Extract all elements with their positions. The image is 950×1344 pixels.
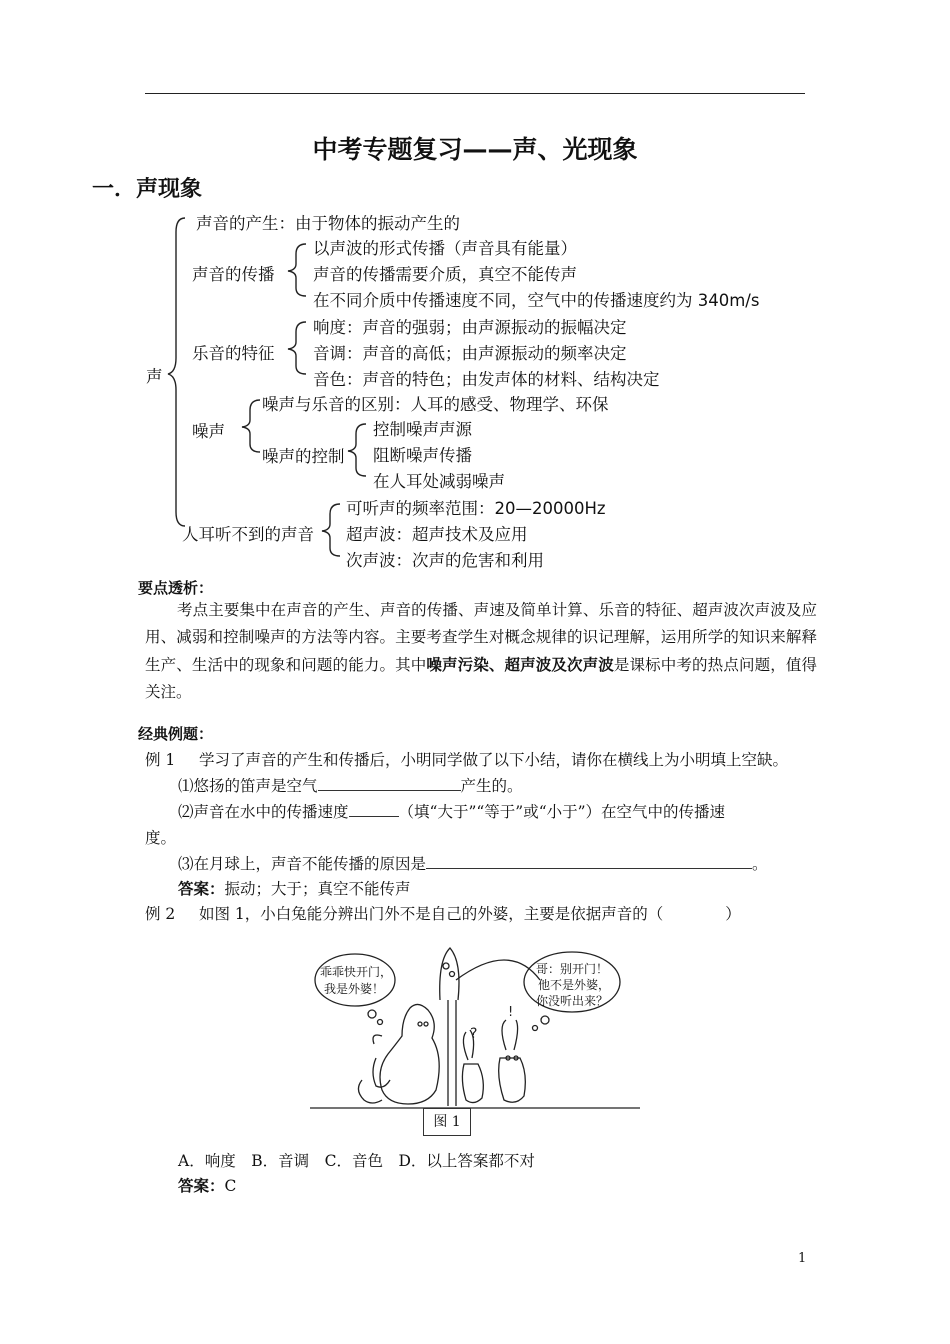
example-1-stem: 学习了声音的产生和传播后，小明同学做了以下小结，请你在横线上为小明填上空缺。 (199, 751, 789, 769)
mindmap-subitem: 控制噪声声源 (373, 420, 472, 439)
bubble-right-line-2: 他不是外婆， (538, 978, 611, 992)
example-1-answer (178, 877, 411, 899)
mindmap-subitem: 阻断噪声传播 (373, 446, 472, 465)
mindmap-item: 超声波：超声技术及应用 (346, 525, 528, 544)
example-2-stem: 如图 1，小白兔能分辨出门外不是自己的外婆，主要是依据声音的（ ） (199, 905, 741, 923)
mindmap-item: 以声波的形式传播（声音具有能量） (313, 239, 577, 258)
mindmap-subitem: 在人耳处减弱噪声 (373, 472, 505, 491)
section-heading: 一．声现象 (92, 177, 203, 202)
mindmap-branch-production: 声音的产生：由于物体的振动产生的 (196, 214, 460, 233)
answer-text: 振动；大于；真空不能传声 (224, 880, 411, 898)
example-1-q2 (178, 800, 725, 822)
keypoints-emphasis: 噪声污染、超声波及次声波 (426, 655, 614, 674)
answer-label: 答案： (178, 1176, 225, 1195)
keypoints-text-end: 是课标中考的热点问题，值得关注。 (145, 656, 817, 701)
example-2-options: A．响度 B．音调 C．音色 D．以上答案都不对 (178, 1152, 535, 1170)
q1-text-end: 产生的。 (460, 777, 523, 795)
keypoints-text: 考点主要集中在声音的产生、声音的传播、声速及简单计算、乐音的特征、超声波次声波及应用、减弱和控制噪声的方法等内容。主要考查学生对概念规律的识记理解，运用所学的知识来解释生产、生活中的现象和问题的能力。其中 (145, 601, 817, 674)
mindmap-item: 音调：声音的高低；由声源振动的频率决定 (313, 344, 627, 363)
q1-text: ⑴悠扬的笛声是空气 (178, 777, 318, 795)
page-number: 1 (798, 1251, 807, 1266)
bubble-right-line-1: 哥：别开门！ (536, 962, 609, 976)
figure-caption: 图 1 (423, 1108, 471, 1136)
example-1-label: 例 1 (145, 751, 176, 769)
q3-text-end: 。 (752, 855, 768, 873)
mindmap-branch-propagation: 声音的传播 (192, 265, 275, 284)
mindmap-root: 声 (146, 367, 163, 386)
mindmap-item: 次声波：次声的危害和利用 (346, 551, 544, 570)
mindmap-item: 噪声与乐音的区别：人耳的感受、物理学、环保 (262, 395, 609, 414)
svg-text:?: ? (470, 1026, 478, 1042)
q3-blank[interactable] (426, 852, 752, 869)
example-2-label: 例 2 (145, 905, 176, 923)
mindmap-branch-music: 乐音的特征 (192, 344, 275, 363)
q1-blank[interactable] (318, 774, 461, 791)
bubble-left-line-1: 乖乖快开门， (320, 965, 393, 979)
bubble-left-line-2: 我是外婆！ (324, 982, 385, 996)
mindmap-item: 响度：声音的强弱；由声源振动的振幅决定 (313, 318, 627, 337)
mindmap-item: 可听声的频率范围：20—20000Hz (346, 499, 606, 518)
example-1-q2-cont: 度。 (145, 829, 177, 847)
mindmap-branch-noise: 噪声 (192, 422, 225, 441)
answer-text: C (224, 1177, 237, 1195)
q2-blank[interactable] (349, 800, 399, 817)
mindmap-item: 音色：声音的特色；由发声体的材料、结构决定 (313, 370, 660, 389)
mindmap-branch-inaudible: 人耳听不到的声音 (182, 525, 314, 544)
figure-1-cartoon (310, 940, 640, 1110)
example-1-q3 (178, 852, 768, 874)
q3-text: ⑶在月球上，声音不能传播的原因是 (178, 855, 427, 873)
mindmap-item: 声音的传播需要介质，真空不能传声 (313, 265, 577, 284)
q2-text: ⑵声音在水中的传播速度 (178, 803, 349, 821)
mindmap-item: 噪声的控制 (262, 447, 345, 466)
page-title: 中考专题复习——声、光现象 (312, 135, 638, 164)
svg-text:!: ! (508, 1005, 514, 1020)
keypoints-heading: 要点透析： (138, 579, 214, 597)
mindmap-item: 在不同介质中传播速度不同，空气中的传播速度约为 340m/s (313, 291, 760, 310)
example-1-q1 (178, 774, 523, 796)
example-2-answer (178, 1174, 236, 1196)
examples-heading: 经典例题： (138, 725, 214, 743)
q2-text-end: （填“大于”“等于”或“小于”）在空气中的传播速 (398, 803, 726, 821)
answer-label: 答案： (178, 879, 225, 898)
keypoints-paragraph (145, 597, 817, 706)
bubble-right-line-3: 你没听出来？ (536, 994, 609, 1008)
